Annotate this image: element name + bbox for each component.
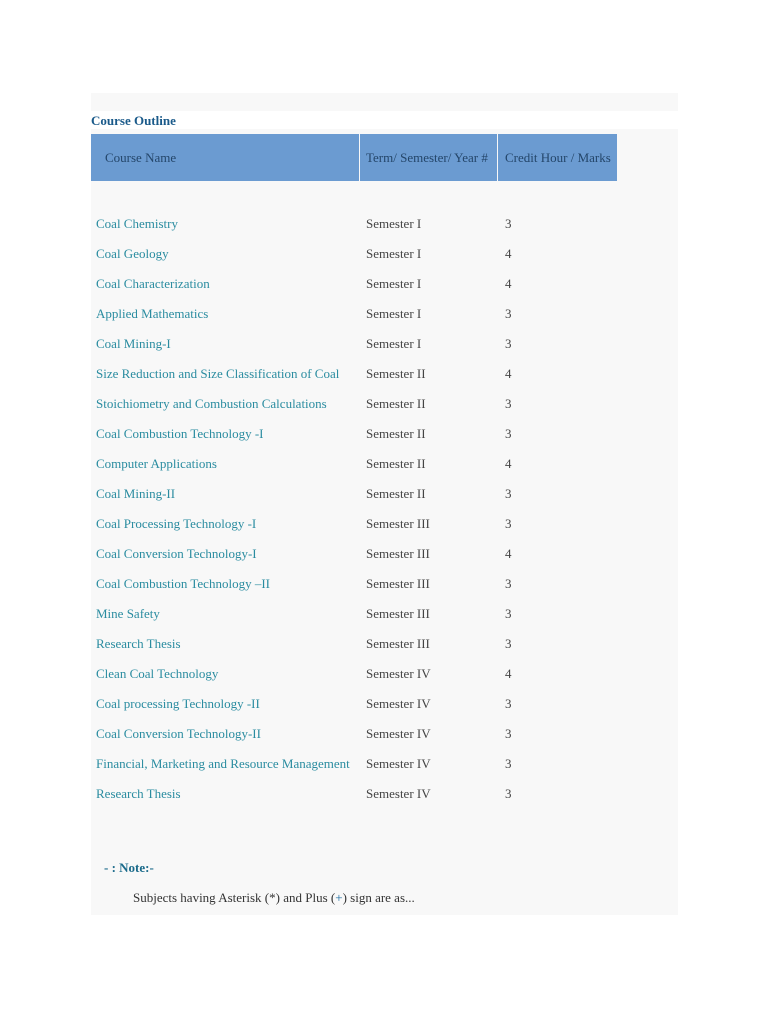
table-row bbox=[91, 509, 618, 539]
table-row bbox=[91, 329, 618, 359]
course-name[interactable]: Coal Conversion Technology-I bbox=[96, 546, 257, 561]
note-label: - : Note:- bbox=[104, 860, 154, 875]
course-name[interactable]: Research Thesis bbox=[96, 636, 181, 651]
course-credit: 3 bbox=[505, 486, 512, 501]
top-strip bbox=[91, 93, 678, 111]
header-credit: Credit Hour / Marks bbox=[498, 134, 617, 181]
course-credit: 3 bbox=[505, 336, 512, 351]
course-credit: 4 bbox=[505, 276, 512, 291]
course-credit: 4 bbox=[505, 246, 512, 261]
plus-sign: + bbox=[335, 890, 343, 905]
course-name[interactable]: Applied Mathematics bbox=[96, 306, 209, 321]
course-term: Semester III bbox=[366, 516, 430, 531]
table-row bbox=[91, 599, 618, 629]
course-name[interactable]: Coal Conversion Technology-II bbox=[96, 726, 261, 741]
course-term: Semester II bbox=[366, 486, 426, 501]
table-row bbox=[91, 209, 618, 239]
course-term: Semester IV bbox=[366, 756, 431, 771]
course-credit: 4 bbox=[505, 456, 512, 471]
course-term: Semester II bbox=[366, 396, 426, 411]
table-row bbox=[91, 659, 618, 689]
course-name[interactable]: Coal Mining-I bbox=[96, 336, 171, 351]
course-term: Semester III bbox=[366, 636, 430, 651]
course-credit: 3 bbox=[505, 426, 512, 441]
course-name[interactable]: Size Reduction and Size Classification of Coal bbox=[96, 366, 340, 381]
course-term: Semester I bbox=[366, 246, 422, 261]
course-credit: 3 bbox=[505, 786, 512, 801]
table-row bbox=[91, 389, 618, 419]
course-credit: 4 bbox=[505, 546, 512, 561]
course-term: Semester II bbox=[366, 456, 426, 471]
course-credit: 3 bbox=[505, 576, 512, 591]
table-row bbox=[91, 539, 618, 569]
course-name[interactable]: Coal Geology bbox=[96, 246, 169, 261]
course-name[interactable]: Computer Applications bbox=[96, 456, 217, 471]
course-term: Semester III bbox=[366, 576, 430, 591]
note-text bbox=[133, 890, 415, 906]
course-term: Semester I bbox=[366, 336, 422, 351]
course-credit: 4 bbox=[505, 666, 512, 681]
table-row bbox=[91, 569, 618, 599]
header-course-name: Course Name bbox=[91, 134, 359, 181]
table-row bbox=[91, 719, 618, 749]
table-row bbox=[91, 689, 618, 719]
course-name[interactable]: Coal Characterization bbox=[96, 276, 210, 291]
table-row bbox=[91, 449, 618, 479]
table-row bbox=[91, 629, 618, 659]
course-name[interactable]: Coal Processing Technology -I bbox=[96, 516, 257, 531]
course-term: Semester IV bbox=[366, 666, 431, 681]
course-credit: 3 bbox=[505, 306, 512, 321]
course-name[interactable]: Coal Mining-II bbox=[96, 486, 176, 501]
course-term: Semester III bbox=[366, 546, 430, 561]
course-credit: 3 bbox=[505, 756, 512, 771]
header-term: Term/ Semester/ Year # bbox=[360, 134, 497, 181]
course-table-body bbox=[91, 209, 618, 809]
course-credit: 3 bbox=[505, 396, 512, 411]
course-term: Semester I bbox=[366, 216, 422, 231]
table-row bbox=[91, 419, 618, 449]
course-name[interactable]: Coal Combustion Technology -I bbox=[96, 426, 264, 441]
course-term: Semester IV bbox=[366, 786, 431, 801]
course-credit: 3 bbox=[505, 696, 512, 711]
course-name[interactable]: Mine Safety bbox=[96, 606, 160, 621]
course-name[interactable]: Stoichiometry and Combustion Calculations bbox=[96, 396, 327, 411]
course-term: Semester II bbox=[366, 426, 426, 441]
course-term: Semester III bbox=[366, 606, 430, 621]
course-term: Semester II bbox=[366, 366, 426, 381]
course-name[interactable]: Coal Chemistry bbox=[96, 216, 178, 231]
table-row bbox=[91, 269, 618, 299]
course-term: Semester IV bbox=[366, 696, 431, 711]
course-term: Semester I bbox=[366, 276, 422, 291]
course-credit: 3 bbox=[505, 516, 512, 531]
course-term: Semester I bbox=[366, 306, 422, 321]
course-credit: 4 bbox=[505, 366, 512, 381]
course-name[interactable]: Coal Combustion Technology –II bbox=[96, 576, 270, 591]
table-row bbox=[91, 779, 618, 809]
page-title: Course Outline bbox=[91, 113, 176, 128]
course-name[interactable]: Financial, Marketing and Resource Management bbox=[96, 756, 350, 771]
course-name[interactable]: Research Thesis bbox=[96, 786, 181, 801]
course-credit: 3 bbox=[505, 606, 512, 621]
table-row bbox=[91, 749, 618, 779]
table-row bbox=[91, 479, 618, 509]
note-text-before: Subjects having Asterisk (*) and Plus ( bbox=[133, 890, 336, 905]
course-credit: 3 bbox=[505, 726, 512, 741]
course-name[interactable]: Coal processing Technology -II bbox=[96, 696, 260, 711]
course-credit: 3 bbox=[505, 216, 512, 231]
table-row bbox=[91, 359, 618, 389]
note-text-after: ) sign are as... bbox=[342, 890, 415, 905]
course-term: Semester IV bbox=[366, 726, 431, 741]
course-name[interactable]: Clean Coal Technology bbox=[96, 666, 219, 681]
table-row bbox=[91, 239, 618, 269]
course-credit: 3 bbox=[505, 636, 512, 651]
table-row bbox=[91, 299, 618, 329]
